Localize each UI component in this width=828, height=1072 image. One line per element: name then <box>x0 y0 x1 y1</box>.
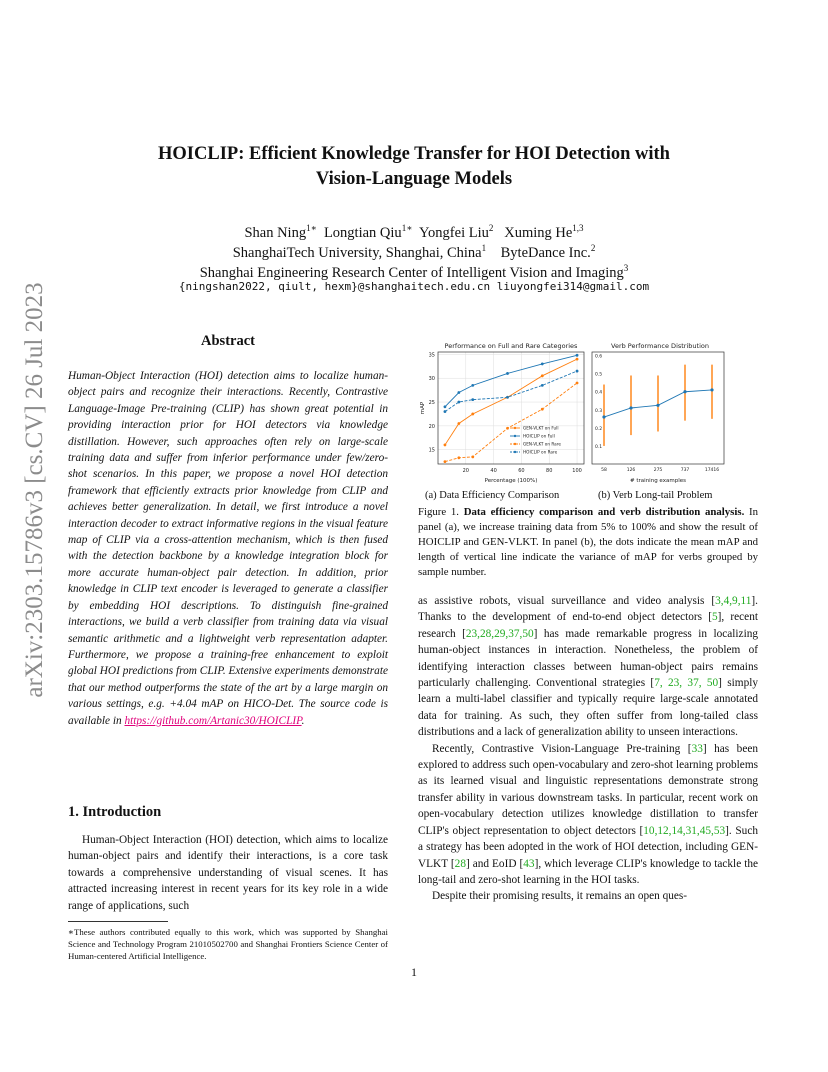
y-tick-label: 20 <box>428 423 435 430</box>
chart-ticks <box>595 354 719 473</box>
paragraph <box>418 593 758 741</box>
data-point <box>444 444 447 447</box>
data-point <box>506 396 509 399</box>
figure-caption-title: Data efficiency comparison and verb distribution analysis. <box>463 506 745 518</box>
data-point <box>506 427 509 430</box>
x-tick-label: 737 <box>680 468 690 473</box>
citation-link[interactable]: 5 <box>711 611 718 624</box>
author-sup: 1∗ <box>306 223 317 233</box>
data-point <box>457 456 460 459</box>
citation-link[interactable]: 43 <box>523 857 535 870</box>
citation-link[interactable]: 3,4,9,11 <box>715 595 752 607</box>
data-point <box>471 398 474 401</box>
text-run: ] has made remarkable progress in localizing human-object instances in interaction. Nonetheless, the problem of identifying interaction classes between human-object pairs remains particularly challenging. Conventional strategies [ <box>418 627 758 690</box>
x-tick-label: 17416 <box>704 468 720 473</box>
y-tick-label: 0.3 <box>595 408 603 414</box>
data-point <box>541 408 544 411</box>
affiliation: Shanghai Engineering Research Center of Intelligent Vision and Imaging <box>199 264 624 281</box>
author-sup: 2 <box>488 223 494 233</box>
legend-marker <box>514 435 516 437</box>
data-point <box>444 405 447 408</box>
x-tick-label: 126 <box>626 468 636 473</box>
chart-legend <box>510 426 561 455</box>
text-run: ]. Thanks to the development of end-to-end object detectors [ <box>418 595 758 624</box>
page-number: 1 <box>411 965 417 979</box>
data-point <box>541 374 544 377</box>
paragraph <box>418 741 758 889</box>
chart-frame <box>438 352 584 464</box>
affiliation-sup: 1 <box>481 243 487 253</box>
chart-verb-distribution <box>578 338 728 488</box>
author-name: Longtian Qiu <box>323 224 402 241</box>
data-point <box>457 391 460 394</box>
x-tick-label: 80 <box>546 468 553 474</box>
figure-caption-text: In panel (a), we increase training data from 5% to 100% and show the result of HOICLIP and GEN-VLKT. In panel (b), the dots indicate the mean mAP and length of vertical line indicate the variance of mAP for verbs grouped by sample number. <box>418 506 758 578</box>
data-point <box>457 422 460 425</box>
figure-label: Figure 1. <box>418 506 460 518</box>
mean-point <box>656 404 659 407</box>
text-run: ] has been explored to address such open-vocabulary and zero-shot learning problems as its learned visual and linguistic representations demonstrate strong transfer ability in various downstream tasks. In particular, recent work on open-vocabulary detection utilizes knowledge distillation to transfer CLIP's object representation to object detectors [ <box>418 742 759 837</box>
affiliation: ShanghaiTech University, Shanghai, China <box>232 244 482 261</box>
y-tick-label: 0.4 <box>595 390 603 396</box>
x-tick-label: 58 <box>601 468 607 473</box>
chart-title: Performance on Full and Rare Categories <box>444 342 578 350</box>
series-line <box>445 371 577 412</box>
affiliation: ByteDance Inc. <box>500 244 591 261</box>
data-point <box>506 372 509 375</box>
intro-text: Human-Object Interaction (HOI) detection, which aims to localize human-object pairs and identify their interactions, is a core task towards a comprehensive understanding of visual scenes. It has attracted increasing interest in recent years for its key role in a wide range of applications, such <box>68 834 388 912</box>
mean-point <box>683 390 686 393</box>
y-tick-label: 15 <box>428 447 435 454</box>
title-line-1: HOICLIP: Efficient Knowledge Transfer for HOI Detection with <box>158 144 670 164</box>
data-point <box>471 384 474 387</box>
legend-label: GEN-VLKT on Rare <box>523 441 561 447</box>
mean-point <box>629 406 632 409</box>
data-point <box>471 413 474 416</box>
series-line <box>445 355 577 406</box>
mean-point <box>602 415 605 418</box>
abstract-heading: Abstract <box>201 333 255 349</box>
mean-point <box>710 388 713 391</box>
chart-grid <box>438 352 584 464</box>
y-tick-label: 25 <box>428 400 435 407</box>
text-run: ] simply learn a multi-label classifier and typically require large-scale annotated data for training. As such, they often suffer from long-tailed class distributions and a lack of generalization ability to unseen interactions. <box>418 677 759 739</box>
right-column-body <box>418 593 758 905</box>
x-axis-label: Percentage (100%) <box>484 478 538 484</box>
footnote: ∗These authors contributed equally to this work, which was supported by Shanghai Science and Technology Program 21010502700 and Shanghai Frontiers Science Center of Human-centered Artificial Intelligence. <box>68 927 388 961</box>
text-run: ]. Such a strategy has been adopted in the work of HOI detection, including GEN-VLKT [ <box>418 824 758 870</box>
chart-title: Verb Performance Distribution <box>611 342 709 350</box>
x-tick-label: 40 <box>490 468 497 474</box>
y-tick-label: 0.6 <box>595 354 603 360</box>
abstract-body: Human-Object Interaction (HOI) detection aims to localize human-object pairs and recognize their interactions. Recently, Contrastive Language-Image Pre-training (CLIP) has shown great potential in providing interaction prior for HOI detectors via knowledge distillation. However, such approaches often rely on large-scale training data and suffer from inferior performance under few/zero-shot scenarios. In this paper, we propose a novel HOI detection framework that efficiently extracts prior knowledge from CLIP and achieves better generalization. In detail, we first introduce a novel interaction decoder to extract informative regions in the visual feature map of CLIP via a cross-attention mechanism, which is then fused with the detection backbone by a knowledge integration block for more accurate human-object pair detection. In addition, prior knowledge in CLIP text encoder is leveraged to generate a classifier by embedding HOI descriptions. To distinguish fine-grained interactions, we build a verb classifier from training data via visual semantic arithmetic and a lightweight verb representation adapter. Furthermore, we propose a training-free enhancement to exploit global HOI predictions from CLIP. Extensive experiments demonstrate that our method outperforms the state of the art by a large margin on various settings, e.g. +4.04 mAP on HICO-Det. The source code is available in https://github.com/Artanic30/HOICLIP. <box>68 370 388 727</box>
intro-paragraph <box>68 832 388 914</box>
text-run: ], recent research [ <box>418 611 758 640</box>
legend-label: GEN-VLKT on Full <box>523 425 559 431</box>
data-point <box>457 401 460 404</box>
y-tick-label: 0.1 <box>595 444 603 450</box>
legend-marker <box>514 451 516 453</box>
x-axis-label: # training examples <box>630 478 686 484</box>
y-tick-label: 35 <box>428 352 435 359</box>
author-name: Yongfei Liu <box>419 224 489 241</box>
chart-data-efficiency <box>412 338 588 488</box>
data-point <box>541 384 544 387</box>
arxiv-sidebar <box>20 260 50 720</box>
text-run: as assistive robots, visual surveillance and video analysis [ <box>418 595 716 607</box>
data-point <box>471 455 474 458</box>
author-sup: 1∗ <box>401 223 413 233</box>
y-tick-label: 30 <box>428 376 435 383</box>
citation-link[interactable]: 10,12,14,31,45,53 <box>643 824 726 837</box>
data-point <box>541 363 544 366</box>
data-point <box>444 410 447 413</box>
text-run: ], which leverage CLIP's knowledge to tackle the long-tail and zero-shot learning in the HOI tasks. <box>418 857 758 886</box>
affiliation-sup: 3 <box>623 263 629 273</box>
figure-caption <box>418 505 758 580</box>
x-tick-label: 275 <box>653 468 663 473</box>
title-line-2: Vision-Language Models <box>315 169 513 189</box>
chart-ticks <box>429 352 582 474</box>
paper-title <box>0 142 828 192</box>
footnote-rule <box>68 921 168 922</box>
citation-link[interactable]: 33 <box>691 742 703 755</box>
subfigure-caption-a: (a) Data Efficiency Comparison <box>425 490 560 501</box>
author-name: Shan Ning <box>244 224 307 241</box>
subfigure-caption-b: (b) Verb Long-tail Problem <box>598 490 713 501</box>
legend-label: HOICLIP on Full <box>523 433 555 439</box>
legend-label: HOICLIP on Rare <box>523 449 558 455</box>
author-name: Xuming He <box>504 224 573 241</box>
arxiv-identifier: arXiv:2303.15786v3 [cs.CV] 26 Jul 2023 <box>21 282 48 698</box>
citation-link[interactable]: 7, 23, 37, 50 <box>654 677 719 690</box>
y-tick-label: 0.2 <box>595 426 603 432</box>
x-tick-label: 60 <box>518 468 525 474</box>
citation-link[interactable]: 23,28,29,37,50 <box>465 627 534 640</box>
data-point <box>444 460 447 463</box>
x-tick-label: 100 <box>572 468 582 474</box>
paragraph: Despite their promising results, it remains an open ques- <box>432 890 688 903</box>
text-run: ] and EoID [ <box>465 857 524 870</box>
y-axis-label: mAP <box>420 401 426 415</box>
affiliation-sup: 2 <box>590 243 596 253</box>
author-emails: {ningshan2022, qiult, hexm}@shanghaitech.edu.cn liuyongfei314@gmail.com <box>178 280 650 293</box>
legend-marker <box>514 427 516 429</box>
author-sup: 1,3 <box>572 223 584 233</box>
citation-link[interactable]: 28 <box>454 857 466 870</box>
chart-series <box>602 365 713 446</box>
text-run: Recently, Contrastive Vision-Language Pre-training [ <box>432 742 692 755</box>
legend-marker <box>514 443 516 445</box>
x-tick-label: 20 <box>462 468 469 474</box>
abstract-text: Human-Object Interaction (HOI) detection aims to localize human-object pairs and recognize their interactions. Recently, Contrastive Language-Image Pre-training (CLIP) has shown great potential in providing interaction prior for HOI detectors via knowledge distillation. However, such approaches often rely on large-scale training data and suffer from inferior performance under few/zero-shot scenarios. In this paper, we propose a novel HOI detection framework that efficiently extracts prior knowledge from CLIP and achieves better generalization. In detail, we first introduce a novel interaction decoder to extract informative regions in the visual feature map of CLIP via a cross-attention mechanism, which is then fused with the detection backbone by a knowledge integration block for more accurate human-object pair detection. In addition, prior knowledge in CLIP text encoder is leveraged to generate a classifier by embedding HOI descriptions. To distinguish fine-grained interactions, we build a verb classifier from training data via visual semantic arithmetic and a lightweight verb representation adapter. Furthermore, we propose a training-free enhancement to exploit global HOI predictions from CLIP. Extensive experiments demonstrate that our method outperforms the state of the art by a large margin on various settings, e.g. +4.04 mAP on HICO-Det. The source code is available in <box>68 370 388 727</box>
section-heading: 1. Introduction <box>68 804 162 820</box>
source-code-link[interactable]: https://github.com/Artanic30/HOICLIP <box>124 714 302 727</box>
y-tick-label: 0.5 <box>595 372 603 378</box>
